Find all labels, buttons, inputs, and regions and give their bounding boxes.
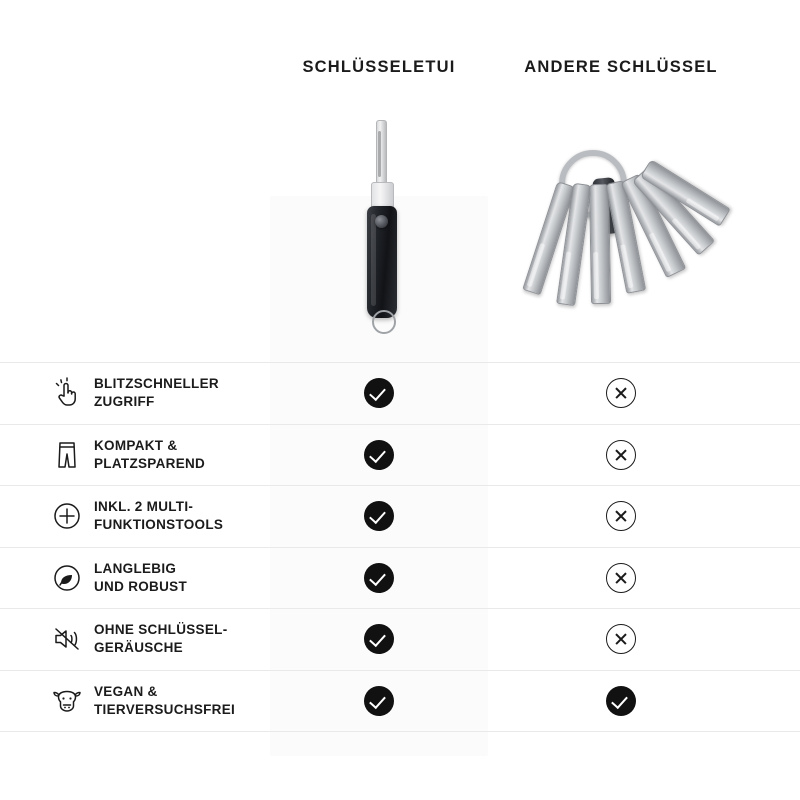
other-mark — [606, 563, 636, 593]
feature-label-line2: FUNKTIONSTOOLS — [94, 517, 224, 533]
feature-label-line2: UND ROBUST — [94, 578, 187, 594]
feature-label — [94, 498, 264, 534]
plus-circle-icon — [48, 497, 86, 535]
feature-rows — [0, 362, 800, 732]
feature-label — [94, 683, 264, 719]
feature-label-line1: KOMPAKT & — [94, 437, 178, 453]
feature-label — [94, 375, 264, 411]
product-mark — [364, 563, 394, 593]
key-case-screw-shape — [375, 215, 388, 228]
feature-label — [94, 437, 264, 473]
x-circle-icon — [606, 624, 636, 654]
product-mark — [364, 378, 394, 408]
other-mark — [606, 501, 636, 531]
feature-label-line1: OHNE SCHLÜSSEL- — [94, 622, 228, 638]
feature-label — [94, 621, 264, 657]
check-circle-icon — [364, 624, 394, 654]
x-circle-icon — [606, 378, 636, 408]
check-circle-icon — [364, 686, 394, 716]
feature-label-line1: INKL. 2 MULTI- — [94, 499, 194, 515]
tap-hand-icon — [48, 374, 86, 412]
feature-label-line2: GERÄUSCHE — [94, 640, 183, 656]
table-row — [0, 670, 800, 733]
key-case-illustration — [358, 120, 404, 335]
other-mark — [606, 624, 636, 654]
check-circle-icon — [606, 686, 636, 716]
table-row — [0, 547, 800, 609]
other-mark — [606, 440, 636, 470]
product-mark — [364, 501, 394, 531]
feature-label-line1: BLITZSCHNELLER — [94, 376, 219, 392]
x-circle-icon — [606, 501, 636, 531]
check-circle-icon — [364, 563, 394, 593]
feature-label-line1: VEGAN & — [94, 683, 158, 699]
table-row — [0, 424, 800, 486]
key-case-ring-shape — [372, 310, 396, 334]
x-circle-icon — [606, 440, 636, 470]
cow-icon — [48, 682, 86, 720]
other-mark — [606, 686, 636, 716]
x-circle-icon — [606, 563, 636, 593]
product-mark — [364, 440, 394, 470]
other-mark — [606, 378, 636, 408]
leaf-circle-icon — [48, 559, 86, 597]
other-keys-hero-image — [505, 110, 737, 350]
check-circle-icon — [364, 378, 394, 408]
product-hero-image — [270, 110, 488, 350]
table-row — [0, 608, 800, 670]
key-bunch-illustration — [529, 148, 729, 308]
feature-label-line2: TIERVERSUCHSFREI — [94, 701, 236, 717]
table-row — [0, 362, 800, 424]
column-header-other: ANDERE SCHLÜSSEL — [524, 58, 718, 76]
feature-label-line1: LANGLEBIG — [94, 560, 177, 576]
table-row — [0, 485, 800, 547]
feature-label-line2: ZUGRIFF — [94, 394, 155, 410]
product-mark — [364, 686, 394, 716]
mute-speaker-icon — [48, 620, 86, 658]
product-mark — [364, 624, 394, 654]
feature-label-line2: PLATZSPAREND — [94, 455, 206, 471]
column-header-product: SCHLÜSSELETUI — [302, 58, 456, 76]
pants-icon — [48, 436, 86, 474]
check-circle-icon — [364, 501, 394, 531]
check-circle-icon — [364, 440, 394, 470]
feature-label — [94, 560, 264, 596]
